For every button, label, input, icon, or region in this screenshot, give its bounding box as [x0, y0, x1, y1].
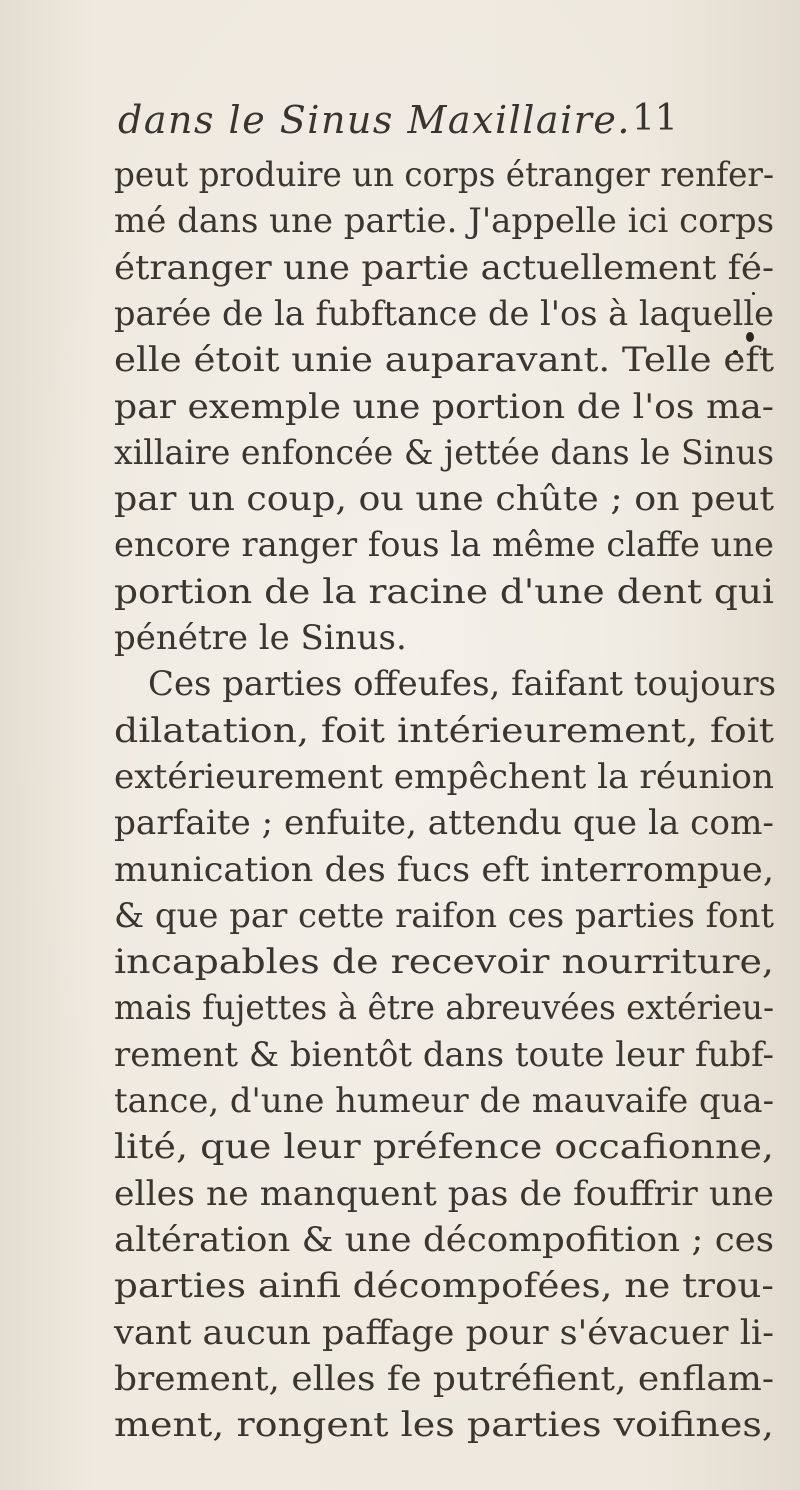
text-line-content: pénétre le Sinus.: [114, 618, 407, 658]
text-line: [114, 1310, 774, 1356]
text-line-content: lité, que leur préfence occafionne,: [114, 1127, 774, 1167]
text-line-content: encore ranger fous la même claffe une: [114, 525, 774, 565]
text-line-content: par un coup, ou une chûte ; on peut: [114, 479, 774, 519]
text-line: [114, 847, 774, 893]
text-line-content: elle étoit unie auparavant. Telle eft: [114, 340, 774, 380]
text-line-content: parties ainfi décompofées, ne trou-: [114, 1266, 774, 1306]
text-line-content: par exemple une portion de l'os ma-: [114, 387, 774, 427]
text-line-content: extérieurement empêchent la réunion: [114, 757, 774, 797]
text-line: [114, 615, 774, 661]
text-line-content: parée de la fubftance de l'os à laquelle: [114, 294, 774, 334]
text-line: [114, 985, 774, 1031]
text-line-content: brement, elles fe putréfient, enflam-: [114, 1359, 774, 1399]
text-line-content: étranger une partie actuellement fé-: [114, 248, 774, 288]
text-line: [114, 939, 774, 985]
text-line: [114, 754, 774, 800]
text-line: [114, 476, 774, 522]
text-line: [114, 1217, 774, 1263]
text-line-content: Ces parties offeufes, faifant toujours: [148, 664, 776, 704]
text-line-content: peut produire un corps étranger renfer-: [114, 155, 774, 195]
text-line: [114, 1032, 774, 1078]
text-line-content: ment, rongent les parties voifines,: [114, 1405, 774, 1445]
text-line: [114, 198, 774, 244]
text-line: [148, 661, 776, 707]
text-line: [114, 337, 774, 383]
page-number: 11: [632, 98, 678, 139]
text-line-content: altération & une décompofition ; ces: [114, 1220, 774, 1260]
text-line: [114, 708, 774, 754]
text-line: [114, 1402, 774, 1448]
text-line-content: mais fujettes à être abreuvées extérieu-: [114, 988, 774, 1028]
text-line-content: munication des fucs eft interrompue,: [114, 850, 774, 890]
text-line: [114, 152, 774, 198]
text-line-content: dilatation, foit intérieurement, foit: [114, 711, 774, 751]
text-line: [114, 1263, 774, 1309]
text-line-content: rement & bientôt dans toute leur fubf-: [114, 1035, 774, 1075]
text-line: [114, 522, 774, 568]
text-line-content: vant aucun paffage pour s'évacuer li-: [114, 1313, 774, 1353]
text-line-content: parfaite ; enfuite, attendu que la com-: [114, 803, 774, 843]
text-line-content: xillaire enfoncée & jettée dans le Sinus: [114, 433, 774, 473]
text-line: [114, 800, 774, 846]
text-line: [114, 1356, 774, 1402]
running-title: dans le Sinus Maxillaire.: [118, 98, 631, 142]
text-line: [114, 430, 774, 476]
text-line: [114, 569, 774, 615]
text-line: [114, 384, 774, 430]
text-line: [114, 291, 774, 337]
text-line: [114, 1078, 774, 1124]
text-line: [114, 1171, 774, 1217]
text-line-content: mé dans une partie. J'appelle ici corps: [114, 201, 774, 241]
text-line-content: incapables de recevoir nourriture,: [114, 942, 774, 982]
text-line-content: portion de la racine d'une dent qui: [114, 572, 774, 612]
text-line: [114, 893, 774, 939]
text-line-content: tance, d'une humeur de mauvaife qua-: [114, 1081, 774, 1121]
text-line: [114, 245, 774, 291]
text-line: [114, 1124, 774, 1170]
text-line-content: elles ne manquent pas de fouffrir une: [114, 1174, 774, 1214]
page-header: [0, 98, 800, 148]
text-line-content: & que par cette raifon ces parties font: [114, 896, 774, 936]
